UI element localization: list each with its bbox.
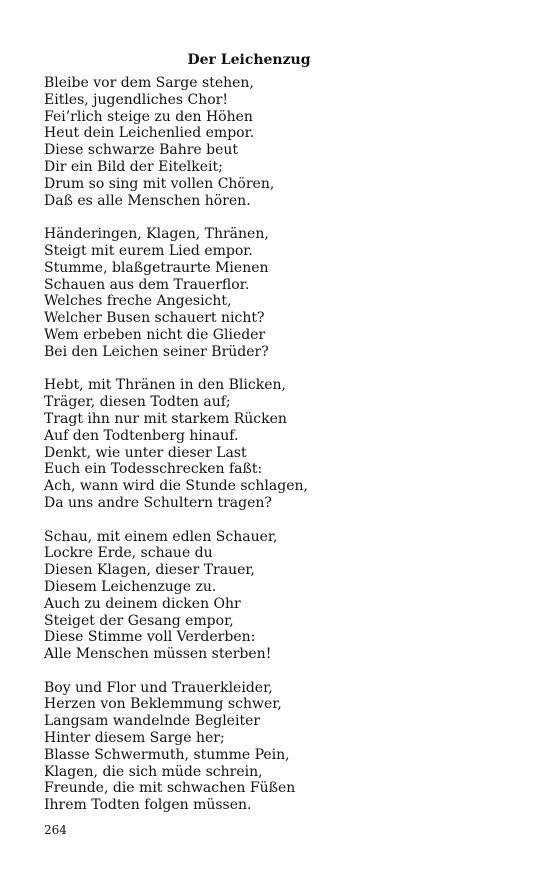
poem-line: Träger, diesen Todten auf; xyxy=(44,394,231,411)
poem-line: Diese schwarze Bahre beut xyxy=(44,142,239,159)
poem-line: Freunde, die mit schwachen Füßen xyxy=(44,780,296,797)
stanza xyxy=(44,226,524,360)
poem-line: Schauen aus dem Trauerflor. xyxy=(44,276,250,293)
poem-line: Bei den Leichen seiner Brüder? xyxy=(44,343,269,360)
poem-line: Diese Stimme voll Verderben: xyxy=(44,629,256,646)
poem-title: Der Leichenzug xyxy=(187,52,311,68)
poem-line: Eitles, jugendliches Chor! xyxy=(44,91,228,108)
poem-line: Lockre Erde, schaue du xyxy=(44,545,213,562)
poem-body xyxy=(44,75,524,831)
poem-line: Alle Menschen müssen sterben! xyxy=(44,646,272,663)
poem-line: Händeringen, Klagen, Thränen, xyxy=(44,226,269,243)
poem-line: Boy und Flor und Trauerkleider, xyxy=(44,679,273,696)
poem-line: Langsam wandelnde Begleiter xyxy=(44,713,261,730)
poem-line: Steigt mit eurem Lied empor. xyxy=(44,242,253,259)
poem-line: Ihrem Todten folgen müssen. xyxy=(44,797,252,814)
poem-line: Da uns andre Schultern tragen? xyxy=(44,494,272,511)
page-number: 264 xyxy=(44,823,67,837)
poem-line: Drum so sing mit vollen Chören, xyxy=(44,175,275,192)
poem-line: Diesem Leichenzuge zu. xyxy=(44,578,217,595)
poem-line: Hebt, mit Thränen in den Blicken, xyxy=(44,377,286,394)
poem-line: Heut dein Leichenlied empor. xyxy=(44,125,255,142)
poem-line: Dir ein Bild der Eitelkeit; xyxy=(44,158,223,175)
stanza xyxy=(44,529,524,663)
poem-line: Wem erbeben nicht die Glieder xyxy=(44,326,266,343)
stanza xyxy=(44,75,524,209)
poem-line: Diesen Klagen, dieser Trauer, xyxy=(44,562,255,579)
poem-line: Euch ein Todesschrecken faßt: xyxy=(44,461,263,478)
poem-line: Auch zu deinem dicken Ohr xyxy=(44,595,241,612)
poem-line: Klagen, die sich müde schrein, xyxy=(44,763,263,780)
poem-line: Tragt ihn nur mit starkem Rücken xyxy=(44,410,287,427)
poem-line: Bleibe vor dem Sarge stehen, xyxy=(44,75,254,91)
poem-line: Denkt, wie unter dieser Last xyxy=(44,444,247,461)
poem-line: Daß es alle Menschen hören. xyxy=(44,192,251,209)
poem-line: Ach, wann wird die Stunde schlagen, xyxy=(44,478,308,495)
poem-line: Schau, mit einem edlen Schauer, xyxy=(44,528,278,545)
poem-line: Stumme, blaßgetraurte Mienen xyxy=(44,259,269,276)
poem-line: Steiget der Gesang empor, xyxy=(44,612,234,629)
poem-line: Welches freche Angesicht, xyxy=(44,293,232,310)
poem-line: Herzen von Beklemmung schwer, xyxy=(44,696,282,713)
stanza xyxy=(44,377,524,511)
stanza xyxy=(44,680,524,814)
poem-line: Welcher Busen schauert nicht? xyxy=(44,310,265,327)
poem-line: Blasse Schwermuth, stumme Pein, xyxy=(44,746,290,763)
poem-line: Hinter diesem Sarge her; xyxy=(44,730,225,747)
poem-line: Auf den Todtenberg hinauf. xyxy=(44,427,239,444)
poem-line: Fei’rlich steige zu den Höhen xyxy=(44,108,253,125)
